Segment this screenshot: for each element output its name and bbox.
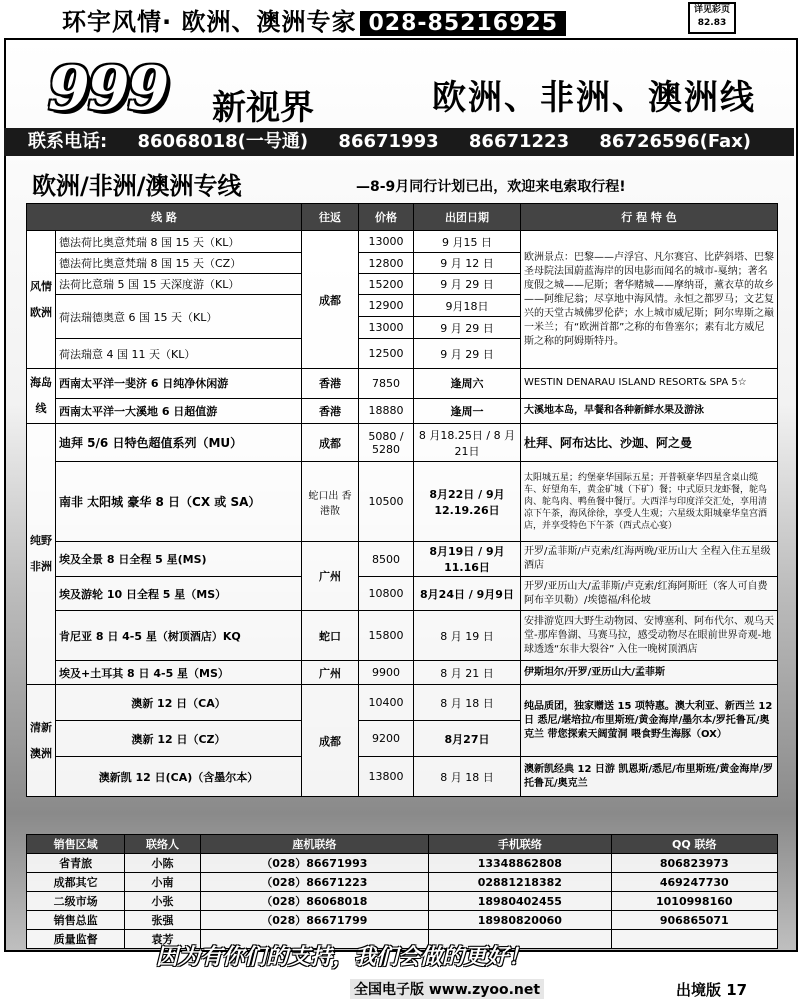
price-cell: 13000 (359, 231, 414, 253)
footer (0, 976, 800, 1000)
origin-cell: 成都 (302, 231, 359, 369)
contact-row (27, 892, 778, 911)
contact-phone: 86671223 (468, 131, 570, 152)
table-row (27, 542, 778, 577)
features-header: 行 程 特 色 (521, 204, 778, 231)
subtitle: 欧洲/非洲/澳洲专线 (32, 172, 242, 200)
features-cell: 太阳城五星；约堡豪华国际五星；开普顿豪华四星含桌山缆车、好望角车，黄金矿城（下矿）餐；中式原只龙虾餐，鸵鸟肉、鸵鸟肉、鸭鱼餐中餐厅。大西洋与印度洋交汇处，享用清凉下午茶，海风徐徐，享受人生观；六星级太阳城豪华皇宫酒店，并享受特色下午茶（西式点心宴） (521, 462, 778, 542)
price-cell: 15200 (359, 274, 414, 295)
region-europe: 风情欧洲 (27, 231, 56, 369)
route-cell: 南非 太阳城 豪华 8 日（CX 或 SA） (56, 462, 302, 542)
route-cell: 西南太平洋一斐济 6 日纯净休闲游 (56, 369, 302, 399)
contact-cell: 二级市场 (27, 892, 125, 911)
region-oceania: 清新澳洲 (27, 685, 56, 797)
date-cell: 8 月 19 日 (414, 611, 521, 661)
contact-table (26, 834, 778, 949)
route-cell: 埃及+土耳其 8 日 4-5 星（MS） (56, 661, 302, 685)
contact-cell: 小南 (125, 873, 200, 892)
features-cell: 开罗/亚历山大/孟菲斯/卢克索/红海阿斯旺（客人可自费阿布辛贝勒）/埃德福/科伦坡 (521, 577, 778, 611)
footer-section-label: 出境版 (676, 981, 722, 999)
price-cell: 15800 (359, 611, 414, 661)
date-cell: 8月22日 / 9月12.19.26日 (414, 462, 521, 542)
route-cell: 法荷比意瑞 5 国 15 天深度游（KL） (56, 274, 302, 295)
contact-phone: 86671993 (338, 131, 439, 152)
contact-header: QQ 联络 (611, 835, 777, 854)
features-cell: 伊斯坦尔/开罗/亚历山大/孟菲斯 (521, 661, 778, 685)
price-cell: 10500 (359, 462, 414, 542)
price-cell: 5080 / 5280 (359, 424, 414, 462)
contact-row (27, 854, 778, 873)
contact-cell: 销售总监 (27, 911, 125, 930)
route-cell: 埃及全景 8 日全程 5 星(MS) (56, 542, 302, 577)
features-cell: 澳新凯经典 12 日游 凯恩斯/悉尼/布里斯班/黄金海岸/罗托鲁瓦/奥克兰 (521, 757, 778, 797)
price-cell: 9200 (359, 721, 414, 757)
top-banner (0, 0, 800, 36)
price-cell: 18880 (359, 398, 414, 424)
date-cell: 8月19日 / 9月11.16日 (414, 542, 521, 577)
price-cell: 8500 (359, 542, 414, 577)
table-row (27, 757, 778, 797)
table-row (27, 462, 778, 542)
origin-cell: 香港 (302, 398, 359, 424)
date-cell: 8月27日 (414, 721, 521, 757)
contact-label: 联系电话: (28, 131, 108, 152)
contact-header: 联络人 (125, 835, 200, 854)
origin-cell: 香港 (302, 369, 359, 399)
contact-phone: 86726596(Fax) (599, 131, 752, 152)
contact-bar (4, 128, 794, 156)
date-cell: 9 月 29 日 (414, 339, 521, 369)
price-cell: 12800 (359, 253, 414, 274)
price-cell: 10800 (359, 577, 414, 611)
price-cell: 13000 (359, 317, 414, 339)
route-cell: 澳新 12 日（CZ） (56, 721, 302, 757)
contact-cell: 质量监督 (27, 930, 125, 949)
price-cell: 9900 (359, 661, 414, 685)
contact-row (27, 911, 778, 930)
contact-cell: 13348862808 (429, 854, 611, 873)
logo-number: 999 (48, 54, 168, 124)
origin-cell: 广州 (302, 542, 359, 611)
footer-section (676, 979, 747, 1000)
table-row (27, 611, 778, 661)
price-cell: 13800 (359, 757, 414, 797)
route-cell: 澳新 12 日（CA） (56, 685, 302, 721)
contact-cell: 成都其它 (27, 873, 125, 892)
contact-cell: （028）86671223 (200, 873, 428, 892)
price-cell: 12900 (359, 295, 414, 317)
contact-cell: 小张 (125, 892, 200, 911)
contact-cell: 02881218382 (429, 873, 611, 892)
contact-cell: 张强 (125, 911, 200, 930)
route-cell: 澳新凯 12 日(CA)（含墨尔本） (56, 757, 302, 797)
table-row (27, 231, 778, 253)
table-row (27, 685, 778, 721)
date-cell: 逢周六 (414, 369, 521, 399)
contact-cell: 省青旅 (27, 854, 125, 873)
route-cell: 荷法瑞意 4 国 11 天（KL） (56, 339, 302, 369)
date-cell: 9 月15 日 (414, 231, 521, 253)
route-cell: 德法荷比奥意梵瑞 8 国 15 天（KL） (56, 231, 302, 253)
table-header-row (27, 204, 778, 231)
route-cell: 迪拜 5/6 日特色超值系列（MU） (56, 424, 302, 462)
headline: 欧洲、非洲、澳洲线 (432, 78, 756, 118)
date-cell: 8 月 18 日 (414, 685, 521, 721)
route-cell: 埃及游轮 10 日全程 5 星（MS） (56, 577, 302, 611)
logo-name: 新视界 (212, 88, 314, 128)
date-header: 出团日期 (414, 204, 521, 231)
contact-header: 手机联络 (429, 835, 611, 854)
region-africa: 纯野非洲 (27, 424, 56, 685)
subtitle-note: —8-9月同行计划已出，欢迎来电索取行程! (356, 179, 626, 195)
features-cell: 杜拜、阿布达比、沙迦、阿之曼 (521, 424, 778, 462)
features-cell: 欧洲景点：巴黎——卢浮宫、凡尔赛宫、比萨斜塔、巴黎圣母院法国蔚蓝海岸的因电影而闻名的城市-戛纳；著名度假之城——尼斯；奢华赌城——摩纳哥，薰衣草的故乡——阿维尼翁；尽享地中海风情。永恒之都罗马；文艺复兴的天堂古城佛罗伦萨；水上城市威尼斯；阿尔卑斯之巅一米兰；有“欧洲首都”之称的布鲁塞尔；素有北方威尼斯之称的阿姆斯特丹。 (521, 231, 778, 369)
date-cell: 8 月18.25日 / 8 月21日 (414, 424, 521, 462)
origin-cell: 成都 (302, 685, 359, 797)
price-cell: 7850 (359, 369, 414, 399)
contact-cell: （028）86671993 (200, 854, 428, 873)
contact-phone: 86068018(一号通) (137, 131, 309, 152)
features-cell: 安排游览四大野生动物园、安博塞利、阿布代尔、观乌天堂-那库鲁湖、马赛马拉，感受动物尽在眼前世界奇观-地球透透“东非大裂谷” 入住一晚树顶酒店 (521, 611, 778, 661)
contact-cell: 18980820060 (429, 911, 611, 930)
table-row (27, 661, 778, 685)
date-cell: 9 月 12 日 (414, 253, 521, 274)
origin-cell: 广州 (302, 661, 359, 685)
brand-line (62, 2, 566, 37)
see-label: 详见彩页 (693, 5, 730, 15)
features-cell: WESTIN DENARAU ISLAND RESORT& SPA 5☆ (521, 369, 778, 399)
region-island: 海岛线 (27, 369, 56, 424)
table-row (27, 398, 778, 424)
origin-cell: 蛇口 (302, 611, 359, 661)
date-cell: 8月24日 / 9月9日 (414, 577, 521, 611)
table-row (27, 577, 778, 611)
price-cell: 10400 (359, 685, 414, 721)
contact-header-row (27, 835, 778, 854)
contact-header: 销售区域 (27, 835, 125, 854)
contact-cell: 806823973 (611, 854, 777, 873)
date-cell: 9月18日 (414, 295, 521, 317)
contact-cell: （028）86671799 (200, 911, 428, 930)
contact-cell: 906865071 (611, 911, 777, 930)
page-number: 17 (726, 981, 748, 999)
route-header: 线 路 (27, 204, 302, 231)
see-color-pages (688, 2, 736, 34)
contact-cell (611, 930, 777, 949)
table-row (27, 369, 778, 399)
contact-header: 座机联络 (200, 835, 428, 854)
slogan: 因为有你们的支持，我们会做的更好！ (156, 945, 531, 970)
brand-name: 环宇风情· 欧洲、澳洲专家 (62, 8, 357, 36)
contact-cell: 袁芳 (125, 930, 200, 949)
route-cell: 西南太平洋一大溪地 6 日超值游 (56, 398, 302, 424)
origin-cell: 成都 (302, 424, 359, 462)
see-pages: 82.83 (697, 18, 727, 28)
footer-website[interactable]: 全国电子版 www.zyoo.net (350, 979, 544, 999)
origin-header: 往返 (302, 204, 359, 231)
contact-cell: 469247730 (611, 873, 777, 892)
features-cell: 大溪地本岛，早餐和各种新鲜水果及游泳 (521, 398, 778, 424)
brand-phone: 028-85216925 (360, 11, 566, 36)
route-cell: 荷法瑞德奥意 6 国 15 天（KL） (56, 295, 302, 339)
contact-cell: 1010998160 (611, 892, 777, 911)
price-cell: 12500 (359, 339, 414, 369)
contact-cell: 小陈 (125, 854, 200, 873)
price-header: 价格 (359, 204, 414, 231)
table-row (27, 424, 778, 462)
route-table (26, 203, 778, 797)
route-cell: 德法荷比奥意梵瑞 8 国 15 天（CZ） (56, 253, 302, 274)
contact-row (27, 873, 778, 892)
route-cell: 肯尼亚 8 日 4-5 星（树顶酒店）KQ (56, 611, 302, 661)
features-cell: 开罗/孟菲斯/卢克索/红海两晚/亚历山大 全程入住五星级酒店 (521, 542, 778, 577)
contact-cell: 18980402455 (429, 892, 611, 911)
date-cell: 8 月 21 日 (414, 661, 521, 685)
origin-cell: 蛇口出 香港散 (302, 462, 359, 542)
date-cell: 9 月 29 日 (414, 274, 521, 295)
contact-cell: （028）86068018 (200, 892, 428, 911)
date-cell: 9 月 29 日 (414, 317, 521, 339)
date-cell: 逢周一 (414, 398, 521, 424)
features-cell: 纯品质团，独家赠送 15 项特惠。澳大利亚、新西兰 12 日 悉尼/堪培拉/布里斯班/黄金海岸/墨尔本/罗托鲁瓦/奥克兰 带您探索天阔萤洞 喂食野生海豚（OX） (521, 685, 778, 757)
date-cell: 8 月 18 日 (414, 757, 521, 797)
